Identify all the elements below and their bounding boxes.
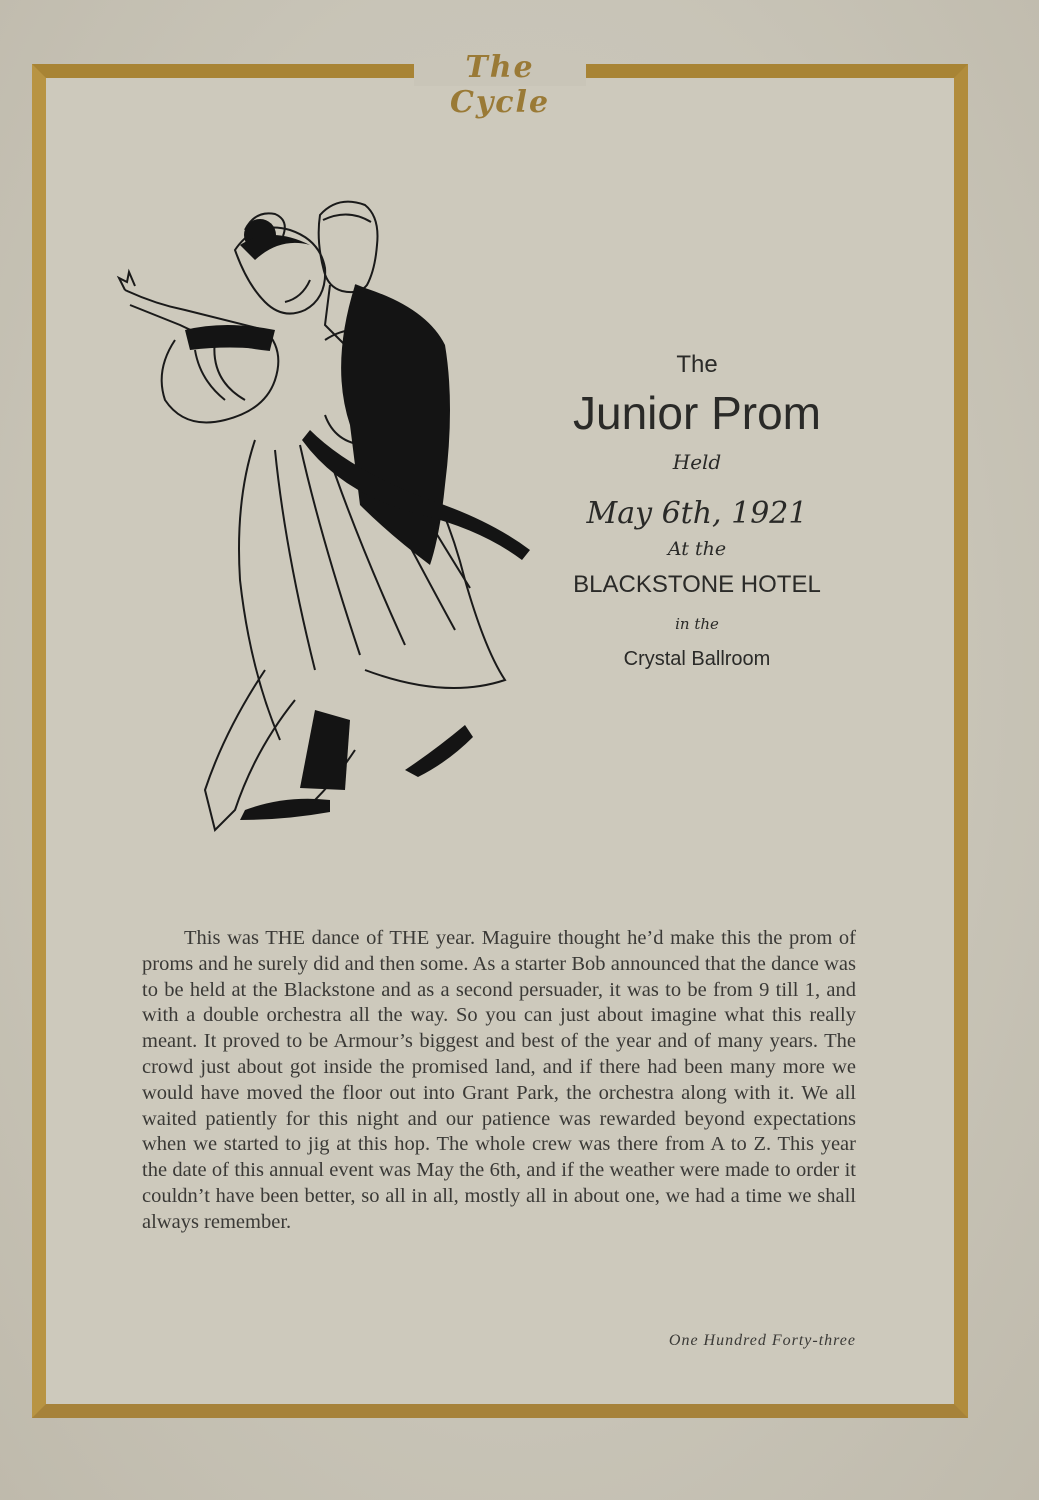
page-number: One Hundred Forty-three (668, 1332, 856, 1349)
event-title: Junior Prom (573, 387, 821, 439)
body-paragraph: This was THE dance of THE year. Maguire thought he’d make this the prom of proms and he surely did and then some. As a starter Bob announced that the dance was to be held at the Blackstone and as a second persuader, it was to be from 9 till 1, and with a double orchestra all the way. So you can just about imagine what this really meant. It proved to be Armour’s biggest and best of the year and of many years. The crowd just about got inside the promised land, and if there had been many more we would have moved the floor out into Grant Park, the orchestra along with it. We all waited patiently for this night and our patience was rewarded beyond expectations when we started to jig at this hop. The whole crew was there from A to Z. This year the date of this annual event was May the 6th, and if the weather were made to order it couldn’t have been better, so all in all, mostly all in about one, we had a time we shall always remember. (142, 927, 856, 1233)
announcement-at-the: At the (667, 538, 727, 560)
event-date: May 6th, 1921 (586, 496, 808, 531)
announcement-block (548, 350, 846, 672)
announcement-the: The (676, 351, 718, 378)
dancing-couple-illustration (105, 190, 535, 850)
running-header: The Cycle (449, 50, 551, 120)
announcement-in-the: in the (675, 615, 719, 633)
event-venue: BLACKSTONE HOTEL (573, 571, 821, 598)
announcement-held: Held (672, 450, 722, 474)
event-room: Crystal Ballroom (623, 648, 771, 670)
